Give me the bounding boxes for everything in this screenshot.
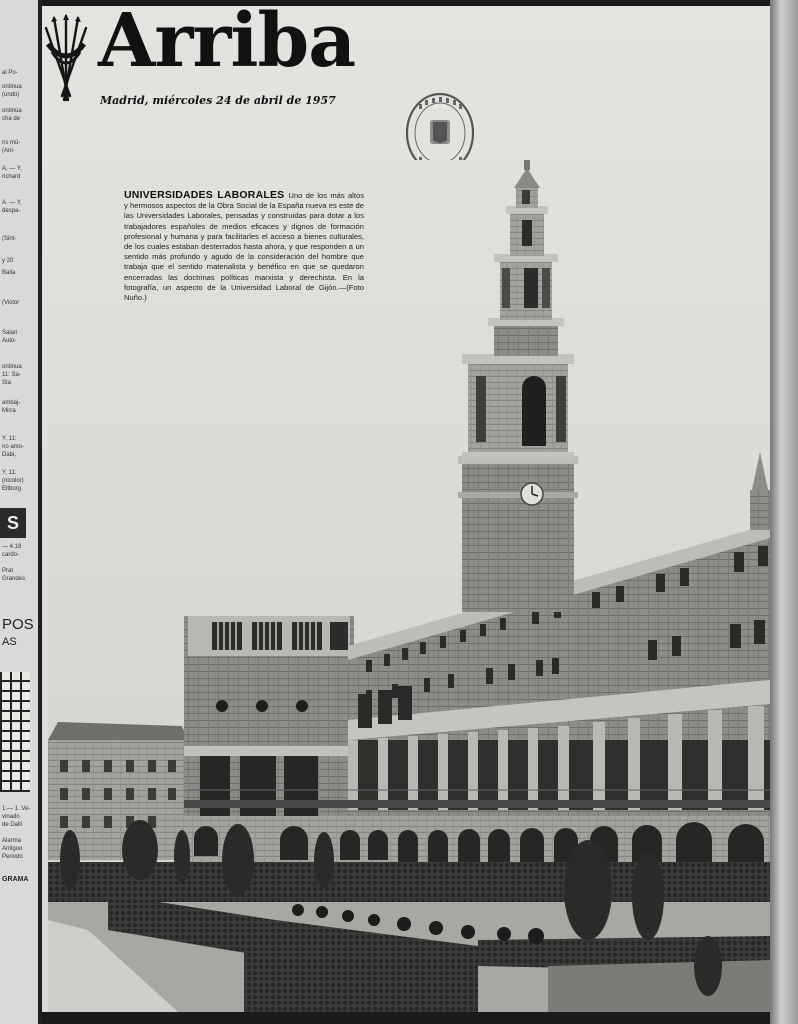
yoke-and-arrows-icon (44, 14, 88, 102)
crossword-grid (0, 672, 30, 792)
article-body: Uno de los más altos y hermosos aspectos de la Obra Social de la España nueva es este de las Universidades Laborales, pensadas y construidas para dotar a los trabajadores españoles de medios eficaces y dignos de formación profesional y humana y para facilitarles el acceso a bienes culturales, de los cuales estaban desterrados hasta ahora, y que responden a un sentido más profundo y agudo de la consideración del hombre que trabaja que el sentido materialista y benéfico en que se quedaron encerradas las doctrinas políticas marxista y derechista. En la fotografía, un aspecto de la Universidad Laboral de Gijón.—(Foto Nuño.) (124, 191, 364, 303)
article-block (124, 190, 364, 303)
adjacent-heading: POS (2, 616, 34, 633)
adjacent-footer: GRAMA (2, 876, 29, 883)
page-edge (770, 0, 798, 1024)
article-headline: UNIVERSIDADES LABORALES (124, 189, 285, 201)
masthead-date: Madrid, miércoles 24 de abril de 1957 (100, 94, 336, 107)
section-letter-box (0, 508, 26, 538)
masthead-title: Arriba (98, 0, 356, 84)
adjacent-subheading: AS (2, 636, 17, 648)
adjacent-page-strip: al Po- ontinua (undo) ontinúa cha de ns mú- (Ani- A, — Y, richard A. — Y, despa- (Sint- y 20 Baila (Victor Salari Auto- ontinua 11: Sa- Sta ambaj- Mirra Y, 11: no amo- Dabi, Y, 11: (nicolor) Eltborg S — 4.18 cardo- Prat Grandes POS AS 1.— 1. Ve- vinado de Dalli Alarma Antiguo Periodo GRAMA (0, 0, 41, 1024)
section-letter: S (6, 512, 19, 533)
